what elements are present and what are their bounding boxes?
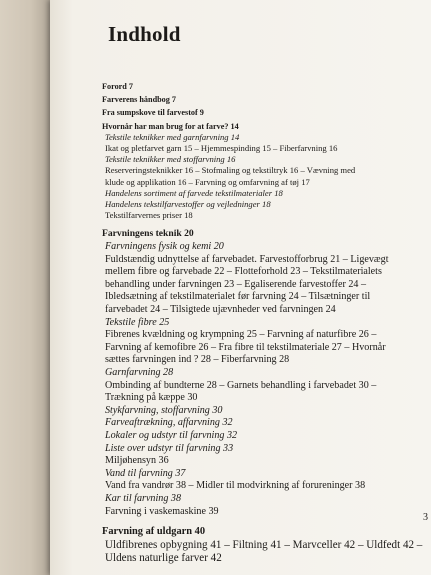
toc-entry: Vand fra vandrør 38 – Midler til modvirkning af forureninger 38	[105, 480, 366, 492]
toc-entry: Tekstile teknikker med stoffarvning 16	[105, 154, 236, 165]
toc-entry: sættes farvningen ind ? 28 – Fiberfarvning 28	[105, 354, 290, 366]
toc-entry: Miljøhensyn 36	[105, 455, 169, 467]
toc-entry: Garnfarvning 28	[105, 366, 174, 378]
toc-entry: Tekstilfarvernes priser 18	[105, 210, 193, 221]
toc-entry: klude og applikation 16 – Farvning og omfarvning af tøj 17	[105, 176, 310, 187]
toc-entry: mellem fibre og farvebade 22 – Flotteforhold 23 – Tekstilmaterialets	[105, 266, 382, 278]
toc-entry: Farvning af kemofibre 26 – Fra fibre til tekstilmateriale 27 – Hvornår	[105, 341, 386, 353]
toc-entry: Lokaler og udstyr til farvning 32	[105, 429, 238, 441]
toc-entry: Vand til farvning 37	[105, 467, 186, 479]
toc-entry: Tekstile teknikker med garnfarvning 14	[105, 131, 240, 142]
toc-entry: Liste over udstyr til farvning 33	[105, 442, 234, 454]
toc-entry: Fibrenes kvældning og krympning 25 – Farvning af naturfibre 26 –	[105, 329, 377, 341]
toc-entry: Hvornår har man brug for at farve? 14	[102, 121, 239, 131]
toc-section-intro	[102, 81, 428, 221]
toc-entry: Fra sumpskove til farvestof 9	[102, 108, 204, 118]
page-number: 3	[423, 512, 428, 523]
table-of-contents	[102, 81, 428, 565]
toc-entry: Stykfarvning, stoffarvning 30	[105, 404, 223, 416]
toc-entry: Ikat og pletfarvet garn 15 – Hjemmespinding 15 – Fiberfarvning 16	[105, 143, 338, 154]
toc-entry: Farvningens fysik og kemi 20	[105, 241, 224, 253]
toc-section-technique	[102, 228, 428, 518]
toc-entry: Farvning af uldgarn 40	[102, 526, 206, 538]
toc-entry: Farveaftrækning, affarvning 32	[105, 417, 233, 429]
toc-entry: Ibledsætning af tekstilmaterialet før farvning 24 – Tilsætninger til	[105, 291, 371, 303]
toc-entry: Uldens naturlige farver 42	[105, 551, 222, 564]
toc-entry: farvebadet 24 – Tilsigtede ujævnheder ved farvningen 24	[105, 304, 336, 315]
book-page	[50, 0, 431, 575]
toc-entry: Farvningens teknik 20	[102, 228, 194, 240]
toc-entry: Ombinding af bundterne 28 – Garnets behandling i farvebadet 30 –	[105, 379, 377, 391]
toc-entry: Tekstile fibre 25	[105, 316, 170, 328]
toc-entry: Reserveringsteknikker 16 – Stofmaling og tekstiltryk 16 – Vævning med	[105, 165, 356, 176]
toc-entry: Fuldstændig udnyttelse af farvebadet. Farvestofforbrug 21 – Ligevægt	[105, 253, 389, 265]
toc-entry: Kar til farvning 38	[105, 492, 181, 504]
toc-entry: Uldfibrenes opbygning 41 – Filtning 41 – Marvceller 42 – Uldfedt 42 –	[105, 538, 423, 551]
page-title: Indhold	[108, 22, 181, 46]
toc-section-wool	[102, 525, 428, 565]
toc-entry: Handelens tekstilfarvestoffer og vejledninger 18	[105, 199, 271, 210]
toc-entry: Handelens sortiment af farvede tekstilmaterialer 18	[105, 187, 283, 198]
facing-page-edge	[0, 0, 56, 575]
toc-entry: Farvning i vaskemaskine 39	[105, 505, 219, 517]
toc-entry: Trækning på kæppe 30	[105, 392, 198, 404]
toc-entry: Forord 7	[102, 82, 134, 91]
toc-entry: behandling under farvningen 23 – Egaliserende farvestoffer 24 –	[105, 278, 367, 290]
toc-entry: Farverens håndbog 7	[102, 95, 176, 105]
